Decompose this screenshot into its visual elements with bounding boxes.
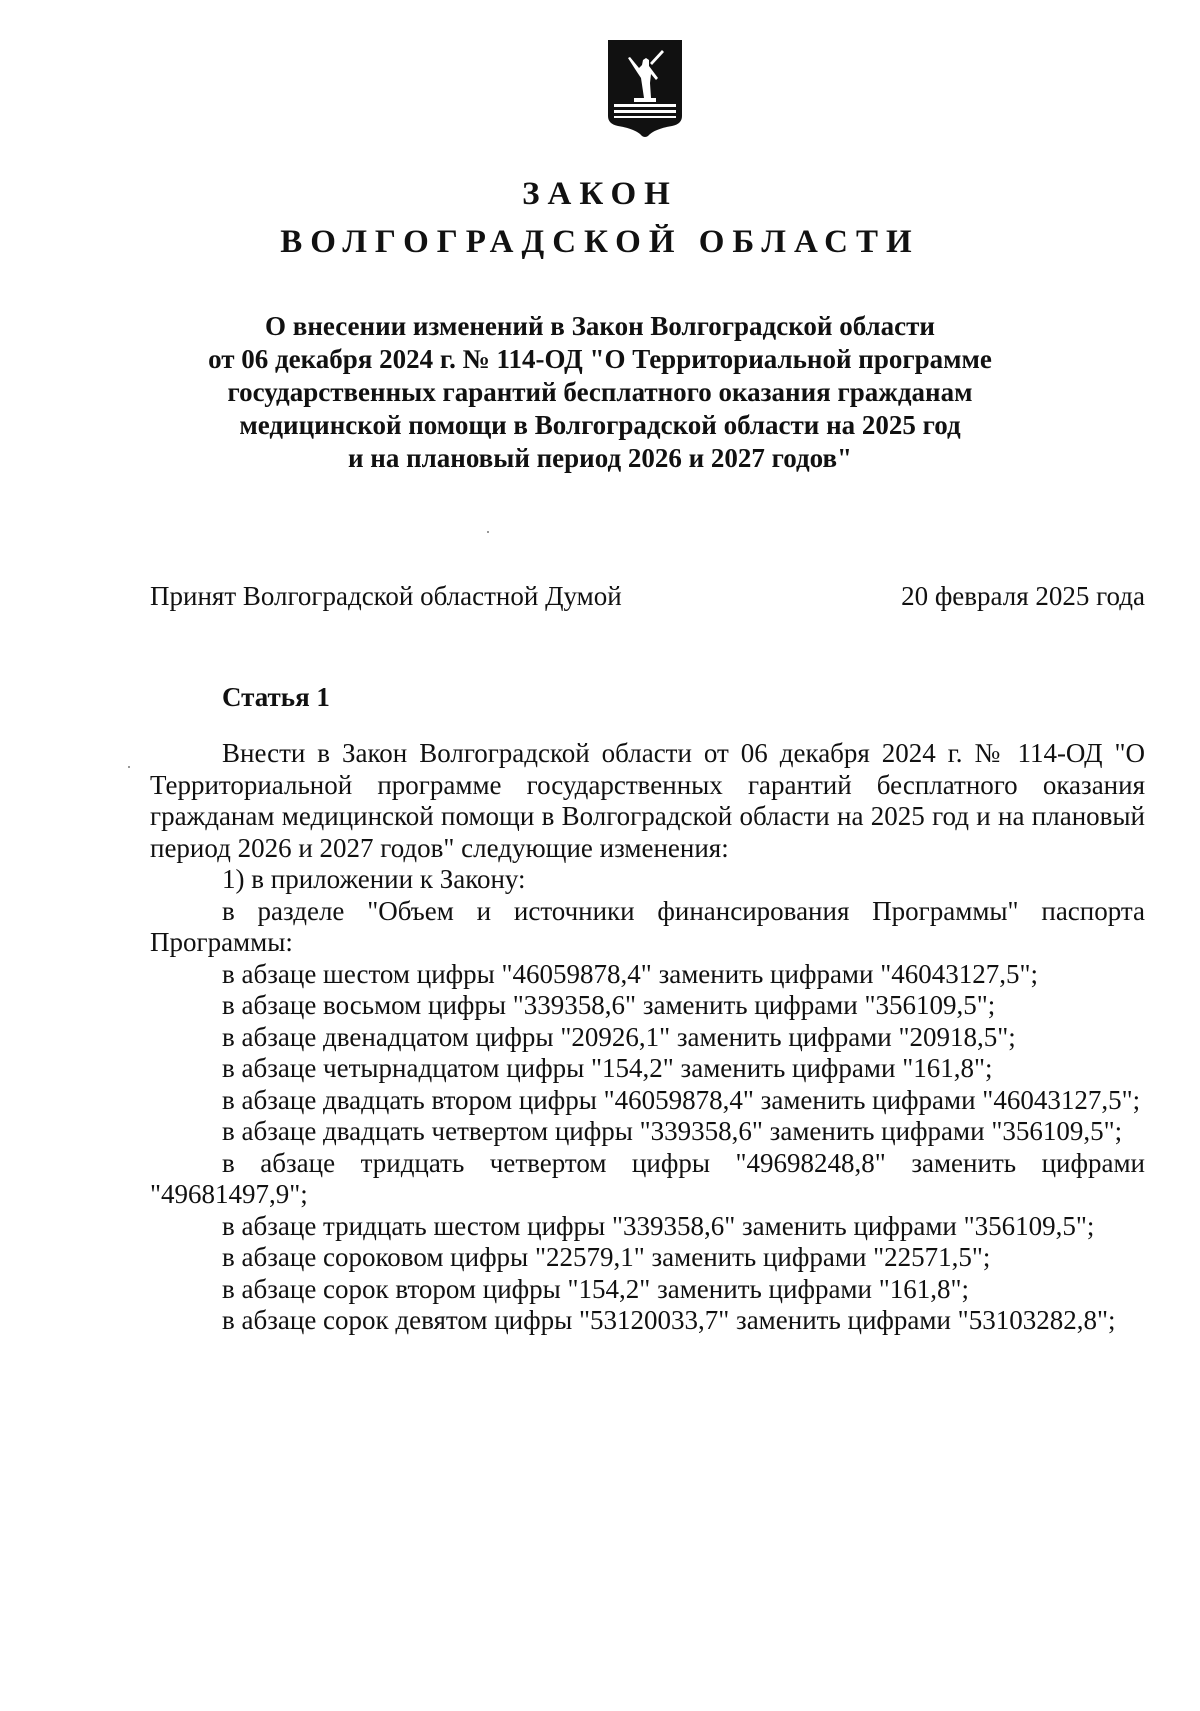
article-paragraph: в разделе "Объем и источники финансирования Программы" паспорта Программы: xyxy=(150,895,1145,957)
document-type-title: ЗАКОН xyxy=(522,176,678,212)
article-paragraph: в абзаце двадцать четвертом цифры "339358,6" заменить цифрами "356109,5"; xyxy=(222,1116,1123,1146)
adoption-line xyxy=(150,579,1145,613)
article-paragraph: 1) в приложении к Закону: xyxy=(222,864,526,894)
article-paragraph: в абзаце сорок втором цифры "154,2" заменить цифрами "161,8"; xyxy=(222,1273,970,1304)
subject-line: медицинской помощи в Волгоградской области на 2025 год xyxy=(239,410,961,440)
article-paragraph: в абзаце сороковом цифры "22579,1" заменить цифрами "22571,5"; xyxy=(222,1242,991,1272)
subject-line: государственных гарантий бесплатного оказания гражданам xyxy=(227,377,973,407)
article-paragraph: в абзаце двенадцатом цифры "20926,1" заменить цифрами "20918,5"; xyxy=(222,1021,1016,1052)
adopted-by-text: Принят Волгоградской областной Думой xyxy=(150,581,622,611)
subject-line: О внесении изменений в Закон Волгоградской области xyxy=(265,311,935,341)
article-paragraph: в абзаце четырнадцатом цифры "154,2" заменить цифрами "161,8"; xyxy=(222,1053,993,1083)
subject-line: от 06 декабря 2024 г. № 114-ОД "О Территориальной программе xyxy=(208,344,992,374)
article-paragraph: в абзаце восьмом цифры "339358,6" заменить цифрами "356109,5"; xyxy=(222,990,996,1020)
scan-dot xyxy=(487,531,489,533)
article-paragraph: в абзаце двадцать втором цифры "46059878,4" заменить цифрами "46043127,5"; xyxy=(222,1084,1141,1115)
subject-line: и на плановый период 2026 и 2027 годов" xyxy=(347,443,853,473)
article-paragraph: в абзаце тридцать четвертом цифры "49698248,8" заменить цифрами "49681497,9"; xyxy=(150,1147,1145,1209)
region-title: ВОЛГОГРАДСКОЙ ОБЛАСТИ xyxy=(280,224,920,260)
adoption-date: 20 февраля 2025 года xyxy=(901,581,1145,611)
article-paragraph: в абзаце сорок девятом цифры "53120033,7" заменить цифрами "53103282,8"; xyxy=(222,1305,1116,1335)
law-subject xyxy=(150,310,1050,475)
scan-dot xyxy=(128,766,130,768)
article-paragraph: в абзаце тридцать шестом цифры "339358,6" заменить цифрами "356109,5"; xyxy=(222,1210,1095,1241)
article-paragraph: в абзаце шестом цифры "46059878,4" заменить цифрами "46043127,5"; xyxy=(222,958,1039,989)
volgograd-coat-of-arms-icon xyxy=(606,38,684,138)
article-paragraph: Внести в Закон Волгоградской области от 06 декабря 2024 г. № 114-ОД "О Территориальной программе государственных гарантий бесплатного оказания гражданам медицинской помощи в Волгоградской области на 2025 год и на плановый период 2026 и 2027 годов" следующие изменения: xyxy=(150,738,1145,863)
article-body xyxy=(150,738,1145,1337)
article-heading: Статья 1 xyxy=(222,682,330,712)
